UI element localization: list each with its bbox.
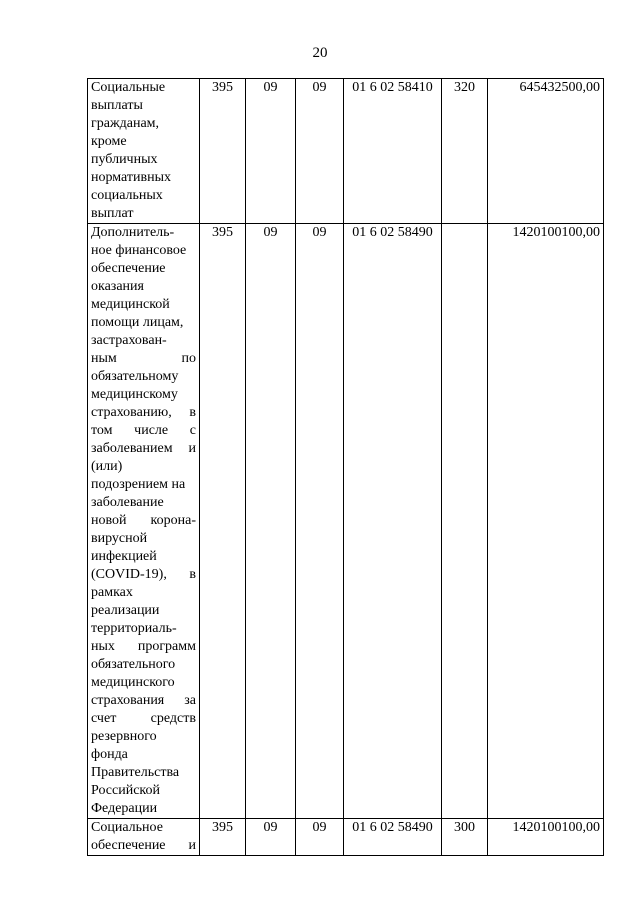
budget-table bbox=[87, 78, 604, 856]
row-name-line: инфекцией bbox=[91, 549, 157, 564]
row-name-line: ным по bbox=[91, 351, 196, 366]
row-name-line: оказания bbox=[91, 279, 144, 294]
row-name-cell bbox=[88, 79, 200, 224]
row-name-line: (COVID-19), в bbox=[91, 567, 196, 582]
row-name-line: нормативных bbox=[91, 170, 172, 185]
subsection-code-cell: 09 bbox=[296, 819, 344, 856]
row-name-line: медицинской bbox=[91, 297, 170, 312]
row-name-line: территориаль- bbox=[91, 621, 177, 636]
row-name-line: реализации bbox=[91, 603, 160, 618]
row-name-line: обязательного bbox=[91, 657, 176, 672]
row-name-line: публичных bbox=[91, 152, 158, 167]
row-name-line: счет средств bbox=[91, 711, 196, 726]
row-name-cell bbox=[88, 819, 200, 856]
row-name-line: гражданам, bbox=[91, 116, 160, 131]
table-row bbox=[88, 79, 604, 224]
row-name-line: рамках bbox=[91, 585, 133, 600]
row-name-line: новой корона- bbox=[91, 513, 196, 528]
section-code-cell: 09 bbox=[246, 819, 296, 856]
row-name-line: медицинскому bbox=[91, 387, 178, 402]
table-row bbox=[88, 224, 604, 819]
target-code-cell: 01 6 02 58410 bbox=[344, 79, 442, 224]
amount-cell: 1420100100,00 bbox=[488, 224, 604, 819]
row-name-line: фонда bbox=[91, 747, 128, 762]
row-name-line: Социальное bbox=[91, 820, 163, 835]
row-name-line: том числе с bbox=[91, 423, 196, 438]
row-name-line: Социальные bbox=[91, 80, 166, 95]
row-name-line: страхованию, в bbox=[91, 405, 196, 420]
row-name-cell bbox=[88, 224, 200, 819]
expense-type-cell bbox=[442, 224, 488, 819]
ministry-code-cell: 395 bbox=[200, 79, 246, 224]
row-name-line: заболеванием и bbox=[91, 441, 196, 456]
section-code-cell: 09 bbox=[246, 79, 296, 224]
row-name-line: кроме bbox=[91, 134, 127, 149]
target-code-cell: 01 6 02 58490 bbox=[344, 819, 442, 856]
row-name-line: социальных bbox=[91, 188, 163, 203]
row-name-line: резервного bbox=[91, 729, 157, 744]
row-name-line: обеспечение и bbox=[91, 838, 196, 853]
page-number: 20 bbox=[312, 45, 328, 61]
row-name-line: застрахован- bbox=[91, 333, 167, 348]
row-name-line: Российской bbox=[91, 783, 160, 798]
table-row bbox=[88, 819, 604, 856]
row-name-line: страхования за bbox=[91, 693, 196, 708]
subsection-code-cell: 09 bbox=[296, 79, 344, 224]
section-code-cell: 09 bbox=[246, 224, 296, 819]
amount-cell: 1420100100,00 bbox=[488, 819, 604, 856]
subsection-code-cell: 09 bbox=[296, 224, 344, 819]
row-name-line: заболевание bbox=[91, 495, 164, 510]
row-name-line: выплат bbox=[91, 206, 134, 221]
ministry-code-cell: 395 bbox=[200, 819, 246, 856]
row-name-line: ное финансовое bbox=[91, 243, 187, 258]
ministry-code-cell: 395 bbox=[200, 224, 246, 819]
row-name-line: Федерации bbox=[91, 801, 158, 816]
row-name-line: ных программ bbox=[91, 639, 196, 654]
expense-type-cell: 300 bbox=[442, 819, 488, 856]
row-name-line: обеспечение bbox=[91, 261, 166, 276]
row-name-line: (или) bbox=[91, 459, 123, 474]
row-name-line: подозрением на bbox=[91, 477, 186, 492]
amount-cell: 645432500,00 bbox=[488, 79, 604, 224]
target-code-cell: 01 6 02 58490 bbox=[344, 224, 442, 819]
row-name-line: выплаты bbox=[91, 98, 143, 113]
row-name-line: Дополнитель- bbox=[91, 225, 175, 240]
row-name-line: медицинского bbox=[91, 675, 175, 690]
row-name-line: обязательному bbox=[91, 369, 179, 384]
row-name-line: вирусной bbox=[91, 531, 148, 546]
row-name-line: Правительства bbox=[91, 765, 180, 780]
row-name-line: помощи лицам, bbox=[91, 315, 184, 330]
expense-type-cell: 320 bbox=[442, 79, 488, 224]
